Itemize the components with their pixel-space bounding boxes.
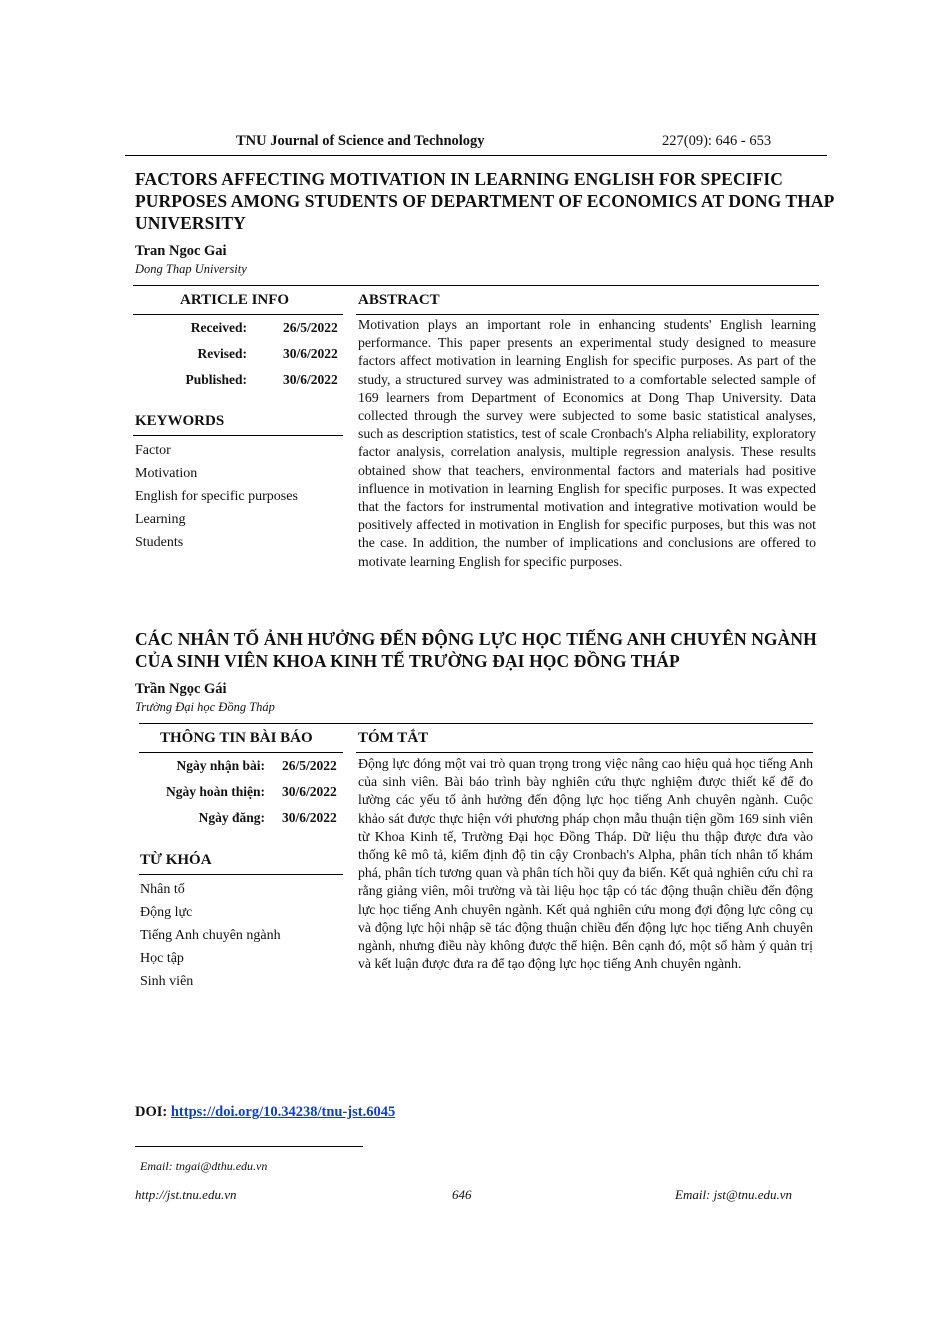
english-info-top-rule: [133, 285, 819, 286]
vn-published-label: Ngày đăng:: [198, 810, 265, 825]
vn-keywords-rule: [139, 874, 343, 875]
vn-abstract-heading: TÓM TẮT: [358, 730, 429, 746]
keywords-heading: KEYWORDS: [135, 413, 225, 429]
vn-keyword-list: [140, 878, 281, 993]
vn-revised-label: Ngày hoàn thiện:: [165, 784, 265, 799]
abstract-heading: ABSTRACT: [358, 292, 440, 308]
article-info-heading: ARTICLE INFO: [180, 292, 290, 308]
vn-revised-date: 30/6/2022: [282, 784, 337, 799]
footer-url[interactable]: http://jst.tnu.edu.vn: [135, 1187, 237, 1202]
english-abstract-text: Motivation plays an important role in enhancing students' English learning performance. This paper presents an experimental study designed to measure factors affect motivation in learning English for specific purposes. As part of the study, a structured survey was administrated to a comfortable selected sample of 169 learners from Department of Economics at Dong Thap University. Data collected through the survey were subjected to some basic statistical analyses, such as description statistics, test of scale Cronbach's Alpha reliability, exploratory factor analysis, correlation analysis, multiple regression analysis. These results obtained show that teachers, environmental factors and materials had positive influence in motivation in learning English for specific purposes. It was expected that the factors for instrumental motivation and integrative motivation would be positively affected in motivation in English for specific purposes, but this was not the case. In addition, the number of implications and conclusions are offered to motivate learning English for specific purposes.: [358, 317, 816, 569]
keyword-item: Motivation: [135, 466, 198, 481]
received-label: Received:: [190, 320, 247, 335]
english-title: FACTORS AFFECTING MOTIVATION IN LEARNING ENGLISH FOR SPECIFIC PURPOSES AMONG STUDENTS OF DEPARTMENT OF ECONOMICS AT DONG THAP UNIVERSITY: [135, 169, 834, 233]
vn-received-label: Ngày nhận bài:: [176, 758, 265, 773]
vietnamese-author: Trần Ngọc Gái: [135, 681, 227, 697]
received-date: 26/5/2022: [283, 320, 338, 335]
vietnamese-affiliation: Trường Đại học Đồng Tháp: [135, 700, 275, 714]
doi-label: DOI:: [135, 1104, 168, 1120]
keyword-item: Sinh viên: [140, 974, 194, 989]
vn-published-date: 30/6/2022: [282, 810, 337, 825]
footer-email: Email: jst@tnu.edu.vn: [675, 1187, 793, 1202]
volume-pages: 227(09): 646 - 653: [662, 133, 772, 149]
doi-link[interactable]: https://doi.org/10.34238/tnu-jst.6045: [170, 1104, 396, 1120]
english-affiliation: Dong Thap University: [135, 262, 247, 276]
vn-article-info-heading: THÔNG TIN BÀI BÁO: [160, 730, 313, 746]
author-email: Email: tngai@dthu.edu.vn: [140, 1159, 268, 1173]
header-rule: [125, 155, 827, 156]
doi-line: [135, 1104, 395, 1121]
published-label: Published:: [185, 372, 247, 387]
english-author: Tran Ngoc Gai: [135, 243, 227, 259]
revised-label: Revised:: [197, 346, 247, 361]
revised-date: 30/6/2022: [283, 346, 338, 361]
keyword-item: Học tập: [140, 951, 184, 966]
vn-keywords-heading: TỪ KHÓA: [140, 852, 212, 868]
published-date: 30/6/2022: [283, 372, 338, 387]
vn-abstract-rule: [356, 752, 813, 753]
english-info-rule: [133, 314, 343, 315]
vietnamese-abstract-text: Động lực đóng một vai trò quan trọng trong việc nâng cao hiệu quả học tiếng Anh của sinh viên. Bài báo trình bày nghiên cứu thực nghiệm được thiết kế để đo lường các yếu tố ảnh hưởng đến động lực học tiếng Anh chuyên ngành. Cuộc khảo sát được thực hiện với phương pháp chọn mẫu thuận tiện gồm 169 sinh viên từ Khoa Kinh tế, Trường Đại học Đồng Tháp. Dữ liệu thu thập được đưa vào thống kê mô tả, kiểm định độ tin cậy Cronbach's Alpha, phân tích nhân tố khám phá, phân tích tương quan và phân tích hồi quy đa biến. Kết quả nghiên cứu chỉ ra rằng giảng viên, môi trường và tài liệu học tập có tác động thuận chiều đến động lực học tiếng Anh chuyên ngành. Kết quả nghiên cứu mong đợi động lực công cụ và động lực hội nhập sẽ tác động thuận chiều đến động lực học tiếng Anh chuyên ngành, nhưng điều này không được thể hiện. Bên cạnh đó, một số hàm ý quản trị và kết luận được đưa ra để tạo động lực học tiếng Anh chuyên ngành.: [358, 756, 813, 972]
keyword-item: English for specific purposes: [135, 489, 298, 504]
vietnamese-info-top-rule: [139, 723, 813, 724]
keyword-item: Tiếng Anh chuyên ngành: [140, 928, 281, 943]
vn-received-date: 26/5/2022: [282, 758, 337, 773]
page-number: 646: [452, 1187, 472, 1202]
keyword-item: Learning: [135, 512, 186, 527]
keywords-rule: [133, 435, 343, 436]
keyword-item: Động lực: [140, 905, 193, 920]
journal-name: TNU Journal of Science and Technology: [236, 133, 485, 149]
vn-info-rule: [139, 752, 343, 753]
keyword-list: [135, 439, 298, 554]
keyword-item: Students: [135, 535, 184, 550]
english-abstract-rule: [356, 314, 819, 315]
vietnamese-title: CÁC NHÂN TỐ ẢNH HƯỞNG ĐẾN ĐỘNG LỰC HỌC TIẾNG ANH CHUYÊN NGÀNH CỦA SINH VIÊN KHOA KINH TẾ TRƯỜNG ĐẠI HỌC ĐỒNG THÁP: [135, 629, 817, 671]
keyword-item: Factor: [135, 443, 171, 458]
keyword-item: Nhân tố: [140, 882, 185, 897]
footnote-rule: [135, 1146, 363, 1147]
